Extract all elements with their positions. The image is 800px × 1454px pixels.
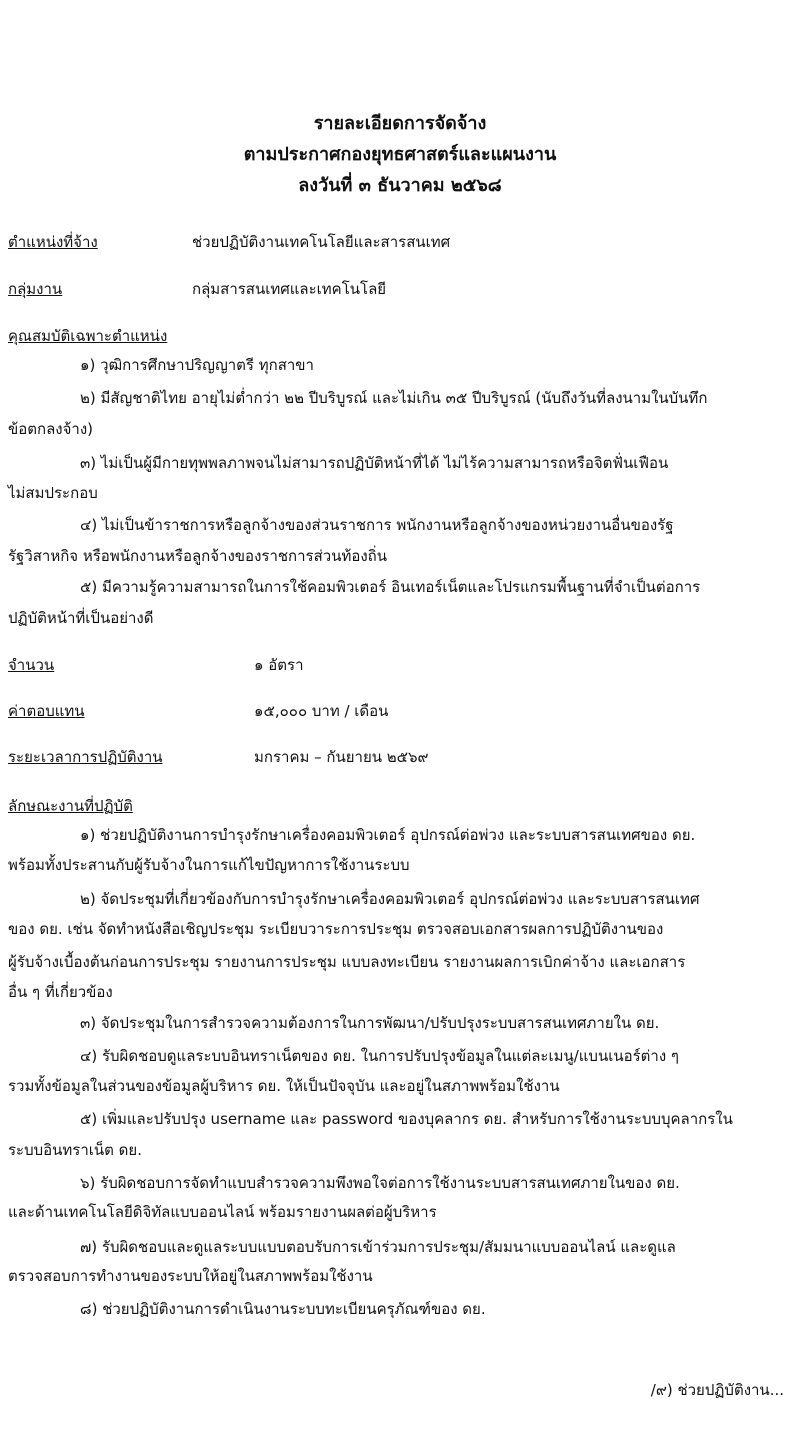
qualification-item-2: ๒) มีสัญชาติไทย อายุไม่ต่ำกว่า ๒๒ ปีบริบูรณ์ และไม่เกิน ๓๕ ปีบริบูรณ์ (นับถึงวันที่ลงนามในบันทึก [80, 389, 708, 407]
duty-item-7: ๗) รับผิดชอบและดูแลระบบแบบตอบรับการเข้าร่วมการประชุม/สัมมนาแบบออนไลน์ และดูแล [80, 1238, 676, 1256]
duty-item-7-cont: ตรวจสอบการทำงานของระบบให้อยู่ในสภาพพร้อมใช้งาน [8, 1267, 373, 1285]
duty-item-3: ๓) จัดประชุมในการสำรวจความต้องการในการพัฒนา/ปรับปรุงระบบสารสนเทศภายใน ดย. [80, 1014, 660, 1032]
qualification-item-4-cont: รัฐวิสาหกิจ หรือพนักงานหรือลูกจ้างของราชการส่วนท้องถิ่น [8, 547, 387, 565]
duty-item-2-cont-1: ของ ดย. เช่น จัดทำหนังสือเชิญประชุม ระเบียบวาระการประชุม ตรวจสอบเอกสารผลการปฏิบัติงานของ [8, 920, 664, 938]
duty-item-6-cont: และด้านเทคโนโลยีดิจิทัลแบบออนไลน์ พร้อมรายงานผลต่อผู้บริหาร [8, 1203, 437, 1221]
period-label: ระยะเวลาการปฏิบัติงาน [8, 748, 163, 766]
qualification-item-5: ๕) มีความรู้ความสามารถในการใช้คอมพิวเตอร์ อินเทอร์เน็ตและโปรแกรมพื้นฐานที่จำเป็นต่อการ [80, 578, 701, 596]
compensation-label: ค่าตอบแทน [8, 702, 85, 720]
compensation-value: ๑๕,๐๐๐ บาท / เดือน [254, 702, 389, 720]
duty-item-6: ๖) รับผิดชอบการจัดทำแบบสำรวจความพึงพอใจต่อการใช้งานระบบสารสนเทศภายในของ ดย. [80, 1174, 680, 1192]
group-value: กลุ่มสารสนเทศและเทคโนโลยี [192, 280, 387, 298]
duty-item-5: ๕) เพิ่มและปรับปรุง username และ password ของบุคลากร ดย. สำหรับการใช้งานระบบบุคลากรใน [80, 1110, 733, 1128]
duty-item-5-cont: ระบบอินทราเน็ต ดย. [8, 1141, 142, 1159]
document-subtitle: ตามประกาศกองยุทธศาสตร์และแผนงาน [243, 144, 557, 165]
duty-item-2-cont-2: ผู้รับจ้างเบื้องต้นก่อนการประชุม รายงานการประชุม แบบลงทะเบียน รายงานผลการเบิกค่าจ้าง และเอกสาร [8, 953, 686, 971]
duty-item-1: ๑) ช่วยปฏิบัติงานการบำรุงรักษาเครื่องคอมพิวเตอร์ อุปกรณ์ต่อพ่วง และระบบสารสนเทศของ ดย. [80, 826, 696, 844]
qualification-item-5-cont: ปฏิบัติหน้าที่เป็นอย่างดี [8, 609, 154, 627]
qualification-item-4: ๔) ไม่เป็นข้าราชการหรือลูกจ้างของส่วนราชการ พนักงานหรือลูกจ้างของหน่วยงานอื่นของรัฐ [80, 516, 674, 534]
qualifications-heading: คุณสมบัติเฉพาะตำแหน่ง [8, 327, 168, 345]
continuation-note: /๙) ช่วยปฏิบัติงาน... [650, 1381, 784, 1399]
duty-item-2-cont-3: อื่น ๆ ที่เกี่ยวข้อง [8, 983, 113, 1001]
duty-item-1-cont: พร้อมทั้งประสานกับผู้รับจ้างในการแก้ไขปัญหาการใช้งานระบบ [8, 856, 410, 874]
qualification-item-1: ๑) วุฒิการศึกษาปริญญาตรี ทุกสาขา [80, 356, 314, 374]
position-label: ตำแหน่งที่จ้าง [8, 233, 98, 251]
qualification-item-2-cont: ข้อตกลงจ้าง) [8, 420, 93, 438]
qualification-item-3: ๓) ไม่เป็นผู้มีกายทุพพลภาพจนไม่สามารถปฏิบัติหน้าที่ได้ ไม่ไร้ความสามารถหรือจิตฟั่นเฟือน [80, 454, 669, 472]
quantity-label: จำนวน [8, 656, 55, 674]
group-label: กลุ่มงาน [8, 280, 63, 298]
qualification-item-3-cont: ไม่สมประกอบ [8, 484, 98, 502]
duty-item-4: ๔) รับผิดชอบดูแลระบบอินทราเน็ตของ ดย. ในการปรับปรุงข้อมูลในแต่ละเมนู/แบนเนอร์ต่าง ๆ [80, 1047, 679, 1065]
duties-heading: ลักษณะงานที่ปฏิบัติ [8, 797, 133, 815]
duty-item-2: ๒) จัดประชุมที่เกี่ยวข้องกับการบำรุงรักษาเครื่องคอมพิวเตอร์ อุปกรณ์ต่อพ่วง และระบบสารสนเทศ [80, 890, 700, 908]
period-value: มกราคม – กันยายน ๒๕๖๙ [254, 748, 429, 766]
position-value: ช่วยปฏิบัติงานเทคโนโลยีและสารสนเทศ [192, 233, 451, 251]
quantity-value: ๑ อัตรา [254, 656, 304, 674]
document-date: ลงวันที่ ๓ ธันวาคม ๒๕๖๘ [298, 175, 502, 196]
duty-item-4-cont: รวมทั้งข้อมูลในส่วนของข้อมูลผู้บริหาร ดย. ให้เป็นปัจจุบัน และอยู่ในสภาพพร้อมใช้งาน [8, 1077, 560, 1095]
duty-item-8: ๘) ช่วยปฏิบัติงานการดำเนินงานระบบทะเบียนครุภัณฑ์ของ ดย. [80, 1300, 486, 1318]
document-title: รายละเอียดการจัดจ้าง [313, 113, 487, 134]
